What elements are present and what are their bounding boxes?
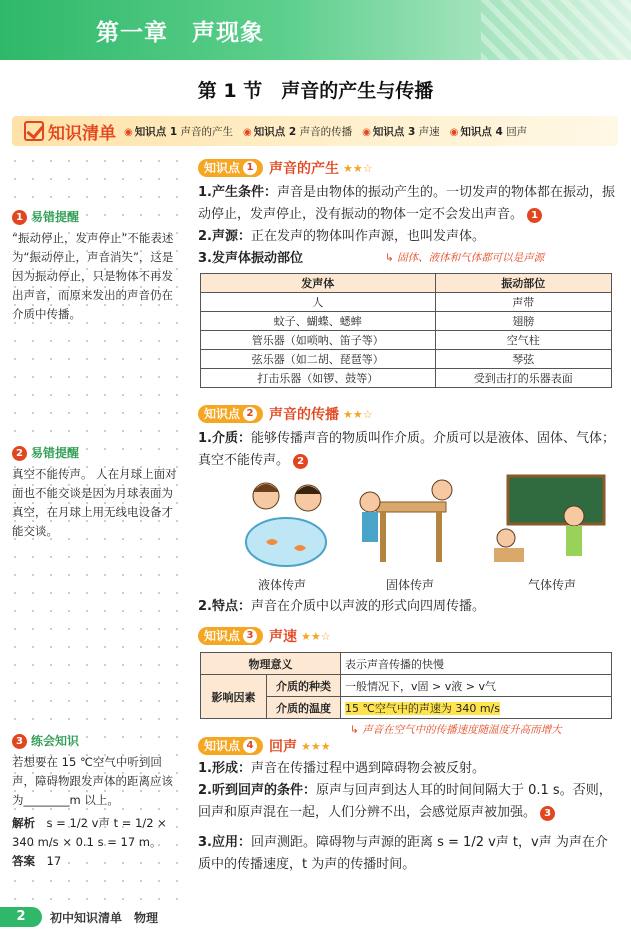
table-row: 影响因素 介质的种类 一般情况下，v固 > v液 > v气 (201, 675, 612, 697)
gas-transmission-illustration (488, 472, 608, 568)
star-rating-icon: ★★★ (301, 739, 331, 753)
table-row: 管乐器（如唢呐、笛子等） 空气柱 (201, 331, 612, 350)
section-title: 第 1 节 声音的产生与传播 (197, 80, 434, 102)
kp2-heading: 知识点 2 声音的传播 ★★☆ (198, 404, 373, 424)
knowledge-point-2: ◉ 知识点 2 声音的传播 (243, 125, 353, 138)
kp1-source: 2.声源：正在发声的物体叫作声源，也叫发声体。 (198, 229, 485, 244)
kp3-heading: 知识点 3 声速 ★★☆ (198, 626, 331, 646)
table-row: 人 声带 (201, 293, 612, 312)
kp1-handwritten-note: ↳ 固体、液体和气体都可以是声源 (385, 252, 545, 264)
kp2-feature: 2.特点：声音在介质中以声波的形式向四周传播。 (198, 599, 485, 614)
table-row: 物理意义 表示声音传播的快慢 (201, 653, 612, 675)
table-row: 弦乐器（如二胡、琵琶等） 琴弦 (201, 350, 612, 369)
knowledge-point-3: ◉ 知识点 3 声速 (362, 125, 440, 138)
kp1-heading: 知识点 1 声音的产生 ★★☆ (198, 158, 373, 178)
kp4-heading: 知识点 4 回声 ★★★ (198, 736, 331, 756)
table-row: 介质的温度 15 ℃空气中的声速为 340 m/s (201, 697, 612, 719)
checkbox-icon (24, 121, 44, 141)
kp4-formation: 1.形成：声音在传播过程中遇到障碍物会被反射。 (198, 761, 485, 776)
page-number: 2 (0, 907, 42, 927)
kp1-vibration-heading: 3.发声体振动部位 (198, 251, 303, 266)
exercise-solution: 解析 s = 1/2 v声 t = 1/2 × 340 m/s × 0.1 s = 17 m。 (12, 816, 167, 849)
kp4-condition: 2.听到回声的条件：原声与回声到达人耳的时间间隔大于 0.1 s。否则，回声和原声混在一起，人们分辨不出，会感觉原声被加强。 3 (198, 783, 612, 820)
knowledge-point-1: ◉ 知识点 1 声音的产生 (124, 125, 234, 138)
table-row: 蚊子、蝴蝶、蟋蟀 翅膀 (201, 312, 612, 331)
page-footer (0, 905, 631, 932)
kp4-application: 3.应用：回声测距。障碍物与声源的距离 s = 1/2 v声 t，v声 为声在介质中的传播速度，t 为声的传播时间。 (198, 835, 608, 872)
chapter-banner (0, 0, 631, 60)
knowledge-list-label: 知识清单 (24, 119, 116, 144)
kp3-handwritten-note: ↳ 声音在空气中的传播速度随温度升高而增大 (350, 724, 562, 736)
sound-speed-table (200, 652, 612, 719)
star-rating-icon: ★★☆ (343, 161, 373, 175)
star-rating-icon: ★★☆ (301, 629, 331, 643)
solid-transmission-illustration (356, 472, 456, 568)
liquid-transmission-illustration (226, 472, 346, 568)
tip-2-text: 真空不能传声。 人在月球上面对面也不能交谈是因为月球表面为真空，在月球上用无线电设备才能交谈。 (12, 467, 177, 538)
chapter-title: 第一章 声现象 (96, 20, 264, 46)
knowledge-point-4: ◉ 知识点 4 回声 (449, 125, 528, 138)
side-tip-1: 1 易错提醒 “振动停止，发声停止”不能表述为“振动停止，声音消失”，这是因为振动停止，只是物体不再发出声音，而原来发出的声音仍在介质中传播。 (12, 208, 184, 324)
footer-book-title: 初中知识清单 物理 (50, 911, 159, 925)
exercise-answer: 答案 17 (12, 854, 62, 868)
kp2-medium: 1.介质：能够传播声音的物质叫作介质。介质可以是液体、固体、气体；真空不能传声。 2 (198, 431, 615, 468)
caption-liquid: 液体传声 (258, 578, 307, 592)
tip-1-text: “振动停止，发声停止”不能表述为“振动停止，声音消失”，这是因为振动停止，只是物体不再发出声音，而原来发出的声音仍在介质中传播。 (12, 231, 174, 321)
side-tip-3: 3 练会知识 若想要在 15 ℃空气中听到回声，障碍物跟发声体的距离应该为________m 以上。 解析 s = 1/2 v声 t = 1/2 × 340 m/s × 0.1 s = 17 m。 答案 17 (12, 732, 184, 871)
table-row: 打击乐器（如锣、鼓等） 受到击打的乐器表面 (201, 369, 612, 388)
vibration-table: 发声体 振动部位 人 声带 蚊子、蝴蝶、蟋蟀 翅膀 管乐器（如唢呐、笛子等） 空气柱 弦乐器（如二胡、琵琶等） 琴弦 打击乐器（如锣、鼓等） 受到击打的乐器表面 (200, 273, 612, 388)
banner-decoration (481, 0, 631, 60)
caption-solid: 固体传声 (386, 578, 435, 592)
kp1-condition: 1.产生条件：声音是由物体的振动产生的。一切发声的物体都在振动，振动停止，发声停止，没有振动的物体一定不会发出声音。 1 (198, 185, 615, 222)
star-rating-icon: ★★☆ (343, 407, 373, 421)
caption-gas: 气体传声 (528, 578, 577, 592)
side-tip-2: 2 易错提醒 真空不能传声。 人在月球上面对面也不能交谈是因为月球表面为真空，在月球上用无线电设备才能交谈。 (12, 444, 184, 541)
knowledge-bar (12, 116, 618, 146)
exercise-question: 若想要在 15 ℃空气中听到回声，障碍物跟发声体的距离应该为________m 以上。 (12, 755, 173, 807)
